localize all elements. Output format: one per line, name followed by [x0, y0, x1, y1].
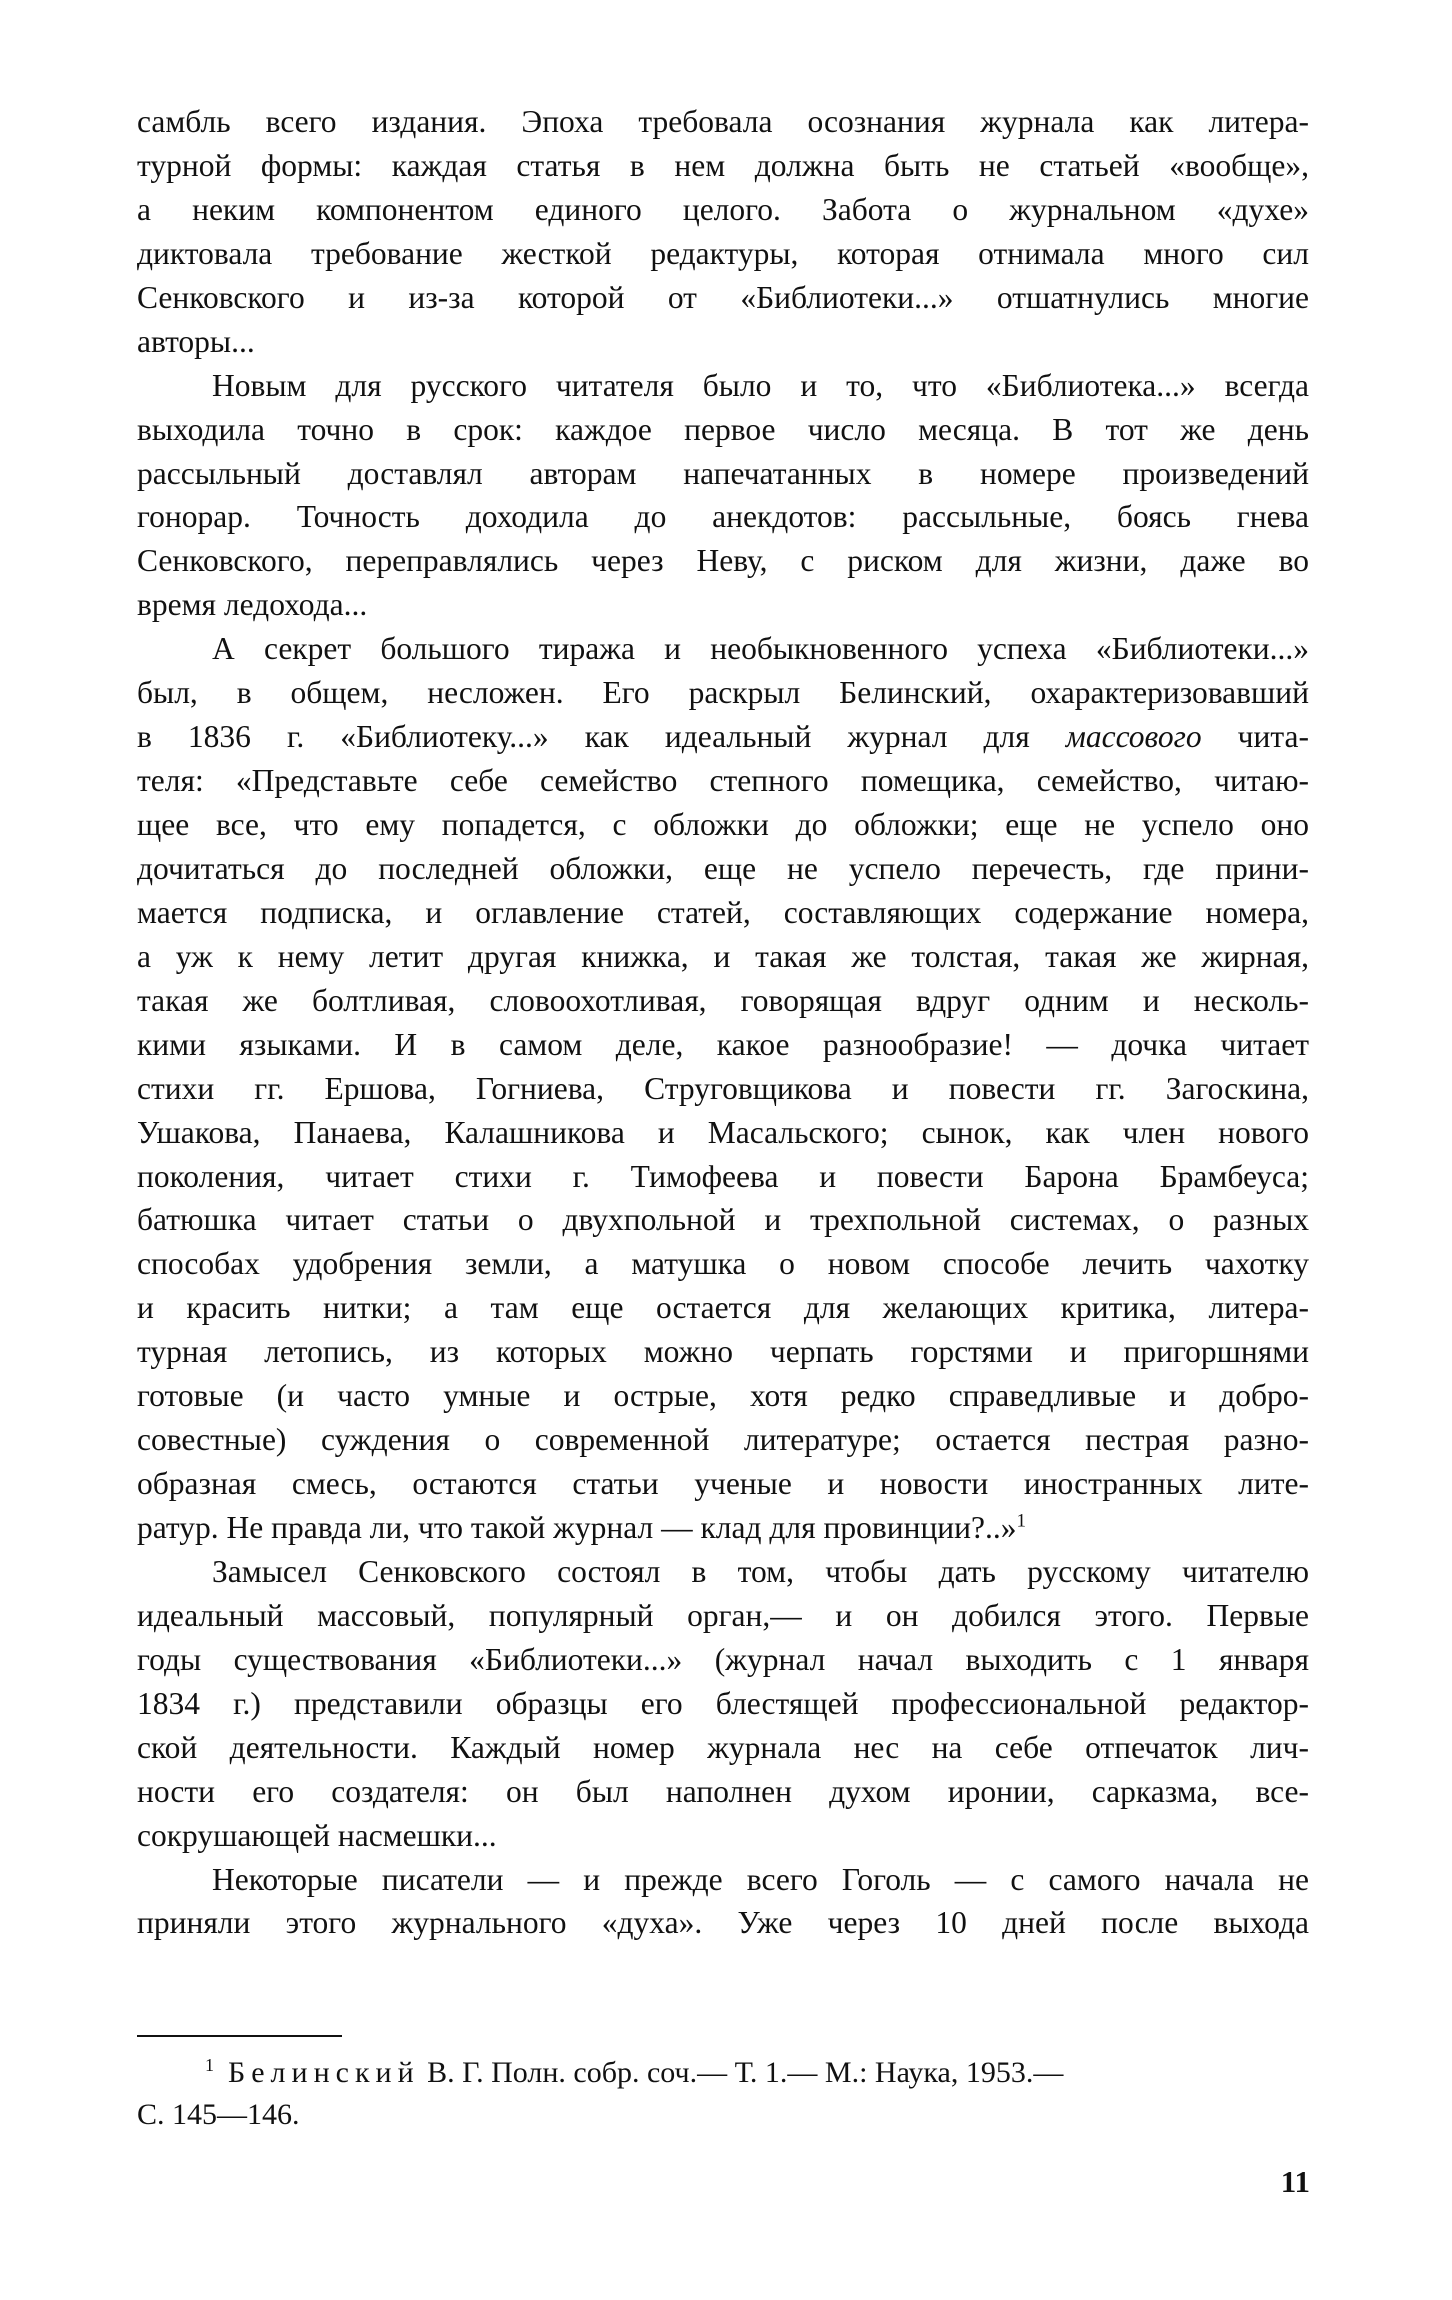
text-line: авторы...	[137, 323, 255, 359]
text-line: сокрушающей насмешки...	[137, 1817, 497, 1853]
emphasized-word: массового	[1065, 719, 1202, 755]
text-line: стихи гг. Ершова, Гогниева, Струговщикова и повести гг. Загоскина,	[137, 1070, 1309, 1106]
text-line: а неким компонентом единого целого. Забота о журнальном «духе»	[137, 191, 1309, 227]
text-line: Сенковского, переправлялись через Неву, с риском для жизни, даже во	[137, 543, 1309, 579]
text-line: годы существования «Библиотеки...» (журнал начал выходить с 1 января	[137, 1641, 1309, 1677]
text-line: был, в общем, несложен. Его раскрыл Белинский, охарактеризовавший	[137, 675, 1309, 711]
paragraph-start-line: А секрет большого тиража и необыкновенного успеха «Библиотеки...»	[212, 631, 1309, 667]
text-line: диктовала требование жесткой редактуры, которая отнимала много сил	[137, 235, 1309, 271]
text-line: способах удобрения земли, а матушка о новом способе лечить чахотку	[137, 1246, 1309, 1282]
text-line: гонорар. Точность доходила до анекдотов: рассыльные, боясь гнева	[137, 499, 1309, 535]
text-line-with-footnote-ref	[137, 1506, 1309, 1550]
text-line: ности его создателя: он был наполнен духом иронии, сарказма, все-	[137, 1773, 1309, 1809]
text-line: рассыльный доставлял авторам напечатанных в номере произведений	[137, 455, 1309, 491]
text-line: и красить нитки; а там еще остается для желающих критика, литера-	[137, 1290, 1309, 1326]
text-line: кими языками. И в самом деле, какое разнообразие! — дочка читает	[137, 1026, 1309, 1062]
footnote-line: С. 145—146.	[137, 2098, 300, 2131]
text-line: приняли этого журнального «духа». Уже через 10 дней после выхода	[137, 1905, 1309, 1941]
text-line: турной формы: каждая статья в нем должна быть не статьей «вообще»,	[137, 147, 1309, 183]
text-line: щее все, что ему попадется, с обложки до обложки; еще не успело оно	[137, 807, 1309, 842]
text-line: выходила точно в срок: каждое первое число месяца. В тот же день	[137, 411, 1309, 447]
text-line: образная смесь, остаются статьи ученые и новости иностранных лите-	[137, 1466, 1309, 1502]
paragraph-start-line: Замысел Сенковского состоял в том, чтобы дать русскому читателю	[212, 1553, 1309, 1589]
text-line: самбль всего издания. Эпоха требовала осознания журнала как литера-	[137, 104, 1309, 139]
text-line: дочитаться до последней обложки, еще не успело перечесть, где прини-	[137, 850, 1309, 886]
text-line: Ушакова, Панаева, Калашникова и Масальского; сынок, как член нового	[137, 1114, 1309, 1150]
text-line: Сенковского и из-за которой от «Библиотеки...» отшатнулись многие	[137, 279, 1309, 315]
text-line: мается подписка, и оглавление статей, составляющих содержание номера,	[137, 894, 1309, 930]
text-line: а уж к нему летит другая книжка, и такая же толстая, такая же жирная,	[137, 938, 1309, 974]
text-line: 1834 г.) представили образцы его блестящей профессиональной редактор-	[137, 1685, 1309, 1721]
text-line: время ледохода...	[137, 587, 368, 623]
text-line: ской деятельности. Каждый номер журнала нес на себе отпечаток лич-	[137, 1729, 1309, 1765]
paragraph-start-line: Некоторые писатели — и прежде всего Гоголь — с самого начала не	[212, 1861, 1309, 1897]
quote-end-text: ратур. Не правда ли, что такой журнал — клад для провинции?..»	[137, 1510, 1017, 1545]
text-line: батюшка читает статьи о двухпольной и трехпольной системах, о разных	[137, 1202, 1309, 1238]
text-line: в 1836 г. «Библиотеку...» как идеальный журнал для массового чита-	[137, 719, 1309, 755]
text-line: поколения, читает стихи г. Тимофеева и повести Барона Брамбеуса;	[137, 1158, 1309, 1194]
text-line: такая же болтливая, словоохотливая, говорящая вдруг одним и несколь-	[137, 982, 1309, 1018]
footnote-citation: В. Г. Полн. собр. соч.— Т. 1.— М.: Наука, 1953.—	[427, 2056, 1064, 2089]
text-line: готовые (и часто умные и острые, хотя редко справедливые и добро-	[137, 1378, 1309, 1414]
footnote-reference: 1	[1016, 1510, 1027, 1532]
paragraph-start-line: Новым для русского читателя было и то, что «Библиотека...» всегда	[212, 367, 1309, 403]
footnote-divider	[137, 2035, 342, 2037]
text-line: совестные) суждения о современной литературе; остается пестрая разно-	[137, 1422, 1309, 1458]
page-number: 11	[1280, 2164, 1310, 2199]
footnote-line	[137, 2052, 1309, 2094]
text-line: теля: «Представьте себе семейство степного помещика, семейство, читаю-	[137, 763, 1309, 799]
footnote-author: Белинский	[228, 2056, 420, 2089]
main-text	[137, 100, 1309, 1945]
footnote	[137, 2052, 1309, 2136]
text-line: идеальный массовый, популярный орган,— и он добился этого. Первые	[137, 1597, 1309, 1633]
text-line: турная летопись, из которых можно черпать горстями и пригоршнями	[137, 1334, 1309, 1370]
footnote-mark: 1	[205, 2055, 214, 2075]
